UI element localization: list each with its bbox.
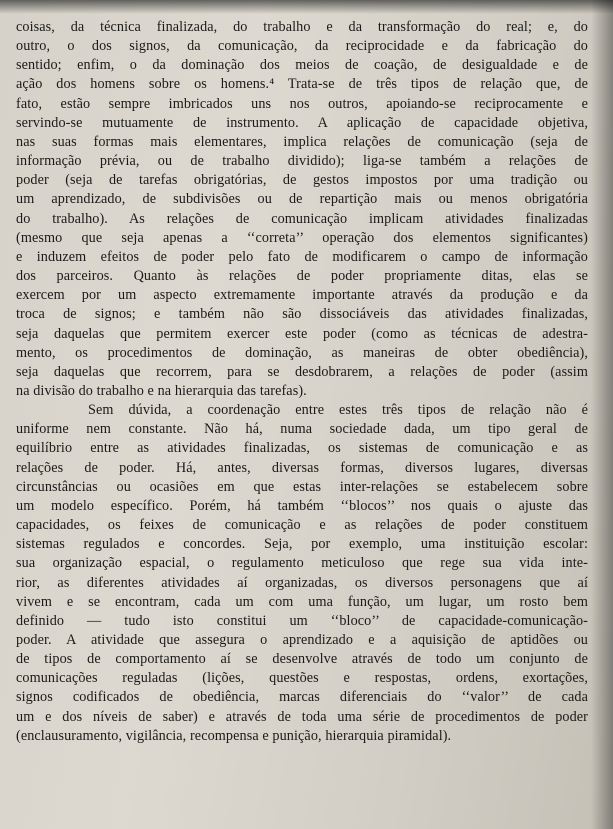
- text-line: (mesmo que seja apenas a ‘‘correta’’ operação dos elementos significantes): [16, 229, 588, 246]
- text-line: e induzem efeitos de poder pelo fato de modificarem o campo de informação: [16, 248, 588, 265]
- text-line: sentido; enfim, o da dominação dos meios de coação, de desigualdade e de: [16, 57, 588, 74]
- text-line: circunstâncias ou ocasiões em que estas inter-relações se estabelecem sobre: [16, 478, 588, 495]
- text-line: Sem dúvida, a coordenação entre estes três tipos de relação não é: [88, 402, 588, 419]
- text-line: uniforme nem constante. Não há, numa sociedade dada, um tipo geral de: [16, 421, 588, 438]
- text-line: mento, os procedimentos de dominação, as maneiras de obter obediência),: [16, 344, 588, 361]
- text-line: comunicações reguladas (lições, questões e respostas, ordens, exortações,: [16, 670, 588, 687]
- body-text: [16, 18, 588, 746]
- text-line: (enclausuramento, vigilância, recompensa e punição, hierarquia piramidal).: [16, 727, 452, 744]
- text-line: fato, estão sempre imbricados uns nos outros, apoiando-se reciprocamente e: [16, 95, 588, 112]
- text-line: sua organização espacial, o regulamento meticuloso que rege sua vida inte-: [16, 555, 588, 572]
- text-line: informação prévia, ou de trabalho dividido); liga-se também a relações de: [16, 153, 588, 170]
- text-line: capacidades, os feixes de comunicação e as relações de poder constituem: [16, 517, 588, 534]
- text-line: dos parceiros. Quanto às relações de poder propriamente ditas, elas se: [16, 268, 588, 285]
- text-line: seja daquelas que recorrem, para se desdobrarem, a relações de poder (assim: [16, 363, 588, 380]
- text-line: vivem e se encontram, cada um com uma função, um lugar, um rosto bem: [16, 593, 588, 610]
- text-line: do trabalho). As relações de comunicação implicam atividades finalizadas: [16, 210, 588, 227]
- text-line: nas suas formas mais elementares, implica relações de comunicação (seja de: [16, 133, 588, 150]
- text-line: um modelo específico. Porém, há também ‘‘blocos’’ nos quais o ajuste das: [16, 497, 588, 514]
- text-line: sistemas regulados e concordes. Seja, por exemplo, uma instituição escolar:: [16, 536, 588, 553]
- text-line: poder. A atividade que assegura o aprendizado e a aquisição de aptidões ou: [16, 632, 588, 648]
- text-line: outro, o dos signos, da comunicação, da reciprocidade e da fabricação do: [16, 38, 588, 55]
- page-right-shadow: [591, 0, 613, 829]
- paragraph: [16, 18, 588, 401]
- text-line: um aprendizado, de subdivisões ou de repartição mais ou menos obrigatória: [16, 191, 588, 208]
- text-line: equilíbrio entre as atividades finalizadas, os sistemas de comunicação e as: [16, 440, 588, 457]
- text-line: na divisão do trabalho e na hierarquia das tarefas).: [16, 382, 307, 399]
- paragraph: [16, 401, 588, 746]
- text-line: relações de poder. Há, antes, diversas formas, diversos lugares, diversas: [16, 459, 588, 476]
- text-line: exercem por um aspecto extremamente importante através da produção e da: [16, 287, 588, 304]
- text-line: signos codificados de obediência, marcas diferenciais do ‘‘valor’’ de cada: [16, 689, 588, 706]
- text-line: rior, as diferentes atividades aí organizadas, os diversos personagens que aí: [16, 574, 588, 591]
- text-line: troca de signos; e também não são dissociáveis das atividades finalizadas,: [16, 306, 588, 323]
- text-line: seja daquelas que permitem exercer este poder (como as técnicas de adestra-: [16, 325, 588, 342]
- text-line: definido — tudo isto constitui um ‘‘bloco’’ de capacidade-comunicação-: [16, 612, 588, 629]
- text-line: um e dos níveis de saber) e através de toda uma série de procedimentos de poder: [16, 708, 588, 725]
- page-top-shadow: [0, 0, 613, 14]
- text-line: poder (seja de tarefas obrigatórias, de gestos impostos por uma tradição ou: [16, 172, 588, 189]
- text-line: de tipos de comportamento aí se desenvolve através de todo um conjunto de: [16, 651, 588, 668]
- text-line: servindo-se mutuamente de instrumento. A aplicação de capacidade objetiva,: [16, 114, 588, 131]
- text-line: ação dos homens sobre os homens.⁴ Trata-se de três tipos de relação que, de: [16, 76, 588, 93]
- text-line: coisas, da técnica finalizada, do trabalho e da transformação do real; e, do: [16, 19, 588, 35]
